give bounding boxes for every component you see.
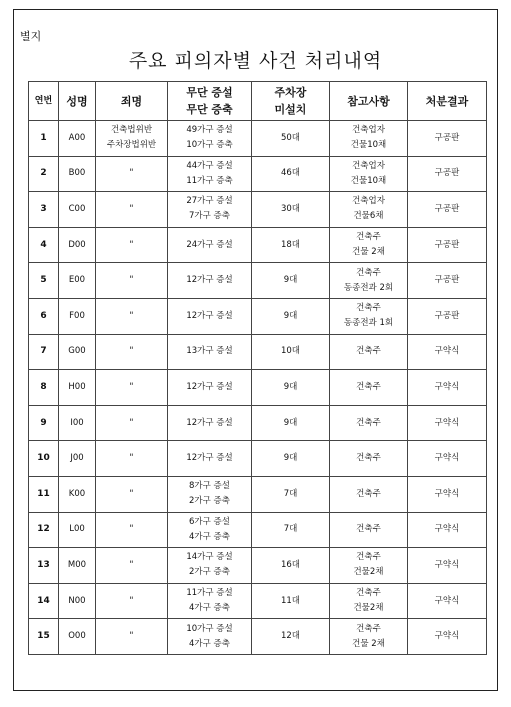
- cell-violation: [168, 227, 252, 263]
- cell-parking: 9대: [252, 405, 330, 441]
- cell-no: 11: [29, 476, 59, 512]
- cell-violation-line: 4가구 증축: [189, 531, 230, 542]
- cell-disposition: 구약식: [408, 583, 487, 619]
- table-row: [29, 121, 487, 157]
- cell-violation-line: 12가구 증설: [186, 310, 233, 321]
- cell-charge-line: ": [129, 631, 134, 642]
- cell-notes: [330, 583, 408, 619]
- cell-notes-line: 건축주: [356, 588, 381, 599]
- cell-disposition: 구약식: [408, 548, 487, 584]
- cell-no: 1: [29, 121, 59, 157]
- cell-charge-line: ": [129, 417, 134, 428]
- cell-notes: [330, 334, 408, 370]
- cell-notes: [330, 156, 408, 192]
- cell-disposition: 구약식: [408, 441, 487, 477]
- cell-parking: 10대: [252, 334, 330, 370]
- cell-violation-line: 12가구 증설: [186, 381, 233, 392]
- cell-violation-line: 13가구 증설: [186, 346, 233, 357]
- cell-charge-line: ": [129, 524, 134, 535]
- cell-charge-line: ": [129, 381, 134, 392]
- cell-violation-line: 4가구 증축: [189, 603, 230, 614]
- table-row: [29, 441, 487, 477]
- table-row: [29, 370, 487, 406]
- cell-no: 12: [29, 512, 59, 548]
- cell-charge: [96, 548, 168, 584]
- cell-disposition: 구공판: [408, 263, 487, 299]
- cell-charge-line: ": [129, 559, 134, 570]
- cell-violation-line: 4가구 증축: [189, 638, 230, 649]
- cell-violation: [168, 583, 252, 619]
- cell-violation-line: 44가구 증설: [186, 160, 233, 171]
- cell-notes: [330, 192, 408, 228]
- cell-violation: [168, 512, 252, 548]
- cell-charge: [96, 227, 168, 263]
- cell-notes: [330, 548, 408, 584]
- cell-violation: [168, 476, 252, 512]
- cell-notes: [330, 298, 408, 334]
- cell-disposition: 구약식: [408, 476, 487, 512]
- cell-notes: [330, 512, 408, 548]
- cell-no: 7: [29, 334, 59, 370]
- cell-violation: [168, 334, 252, 370]
- cell-violation: [168, 298, 252, 334]
- cell-notes-line: 동종전과 1회: [343, 318, 394, 329]
- cell-charge: [96, 298, 168, 334]
- cell-violation-line: 8가구 증설: [189, 481, 230, 492]
- cell-charge-line: ": [129, 275, 134, 286]
- cell-notes-line: 동종전과 2회: [343, 282, 394, 293]
- cell-violation: [168, 121, 252, 157]
- cell-notes-line: 건축주: [356, 488, 381, 499]
- cell-violation-line: 6가구 증설: [189, 516, 230, 527]
- cell-notes: [330, 263, 408, 299]
- table-row: [29, 548, 487, 584]
- annex-label: 별지: [20, 30, 42, 43]
- cell-notes-line: 건물6채: [353, 211, 384, 222]
- cell-violation-line: 2가구 증축: [189, 567, 230, 578]
- cell-no: 10: [29, 441, 59, 477]
- cell-name: M00: [59, 548, 96, 584]
- cell-name: A00: [59, 121, 96, 157]
- cell-notes-line: 건축주: [356, 552, 381, 563]
- cell-no: 2: [29, 156, 59, 192]
- cell-charge-line: ": [129, 453, 134, 464]
- cell-charge-line: ": [129, 168, 134, 179]
- cell-name: G00: [59, 334, 96, 370]
- cell-disposition: 구공판: [408, 156, 487, 192]
- cell-name: H00: [59, 370, 96, 406]
- cell-charge-line: ": [129, 239, 134, 250]
- cell-notes-line: 건축업자: [352, 196, 385, 207]
- cell-disposition: 구약식: [408, 405, 487, 441]
- cell-notes-line: 건축주: [356, 623, 381, 634]
- cell-violation-line: 49가구 증설: [186, 125, 233, 136]
- cell-charge-line: ": [129, 595, 134, 606]
- cell-disposition: 구공판: [408, 121, 487, 157]
- cell-violation-line: 11가구 증축: [186, 175, 233, 186]
- cell-notes-line: 건물2채: [353, 603, 384, 614]
- cell-charge: [96, 370, 168, 406]
- cell-disposition: 구약식: [408, 370, 487, 406]
- cell-notes-line: 건축업자: [352, 125, 385, 136]
- cell-charge-line: 건축법위반: [110, 125, 153, 136]
- cell-parking: 9대: [252, 370, 330, 406]
- cell-charge: [96, 192, 168, 228]
- table-row: [29, 619, 487, 655]
- table-row: [29, 227, 487, 263]
- cell-parking: 7대: [252, 476, 330, 512]
- header-violation-line: 무단 증축: [186, 103, 233, 116]
- cell-charge: [96, 263, 168, 299]
- cell-notes-line: 건물2채: [353, 567, 384, 578]
- cell-parking: 9대: [252, 441, 330, 477]
- cell-disposition: 구약식: [408, 619, 487, 655]
- cell-notes: [330, 619, 408, 655]
- cell-no: 13: [29, 548, 59, 584]
- table-row: [29, 298, 487, 334]
- table-row: [29, 156, 487, 192]
- table-row: [29, 405, 487, 441]
- header-name: 성명: [59, 82, 96, 121]
- cell-name: J00: [59, 441, 96, 477]
- cell-violation: [168, 156, 252, 192]
- cell-notes: [330, 441, 408, 477]
- cell-charge-line: ": [129, 488, 134, 499]
- cell-violation-line: 7가구 증축: [189, 211, 230, 222]
- cell-parking: 11대: [252, 583, 330, 619]
- cell-parking: 46대: [252, 156, 330, 192]
- cell-parking: 50대: [252, 121, 330, 157]
- cell-notes: [330, 121, 408, 157]
- header-violation-line: 무단 증설: [186, 86, 233, 99]
- cell-disposition: 구약식: [408, 334, 487, 370]
- cell-disposition: 구공판: [408, 227, 487, 263]
- cell-charge-line: ": [129, 203, 134, 214]
- cell-name: B00: [59, 156, 96, 192]
- cell-notes-line: 건축주: [356, 303, 381, 314]
- cell-charge: [96, 405, 168, 441]
- cell-violation-line: 14가구 증설: [186, 552, 233, 563]
- cell-violation-line: 12가구 증설: [186, 417, 233, 428]
- cell-parking: 7대: [252, 512, 330, 548]
- cell-parking: 30대: [252, 192, 330, 228]
- cell-notes-line: 건축주: [356, 524, 381, 535]
- cell-violation-line: 10가구 증축: [186, 140, 233, 151]
- cell-charge: [96, 619, 168, 655]
- cell-charge: [96, 476, 168, 512]
- cell-name: N00: [59, 583, 96, 619]
- table-row: [29, 192, 487, 228]
- cell-parking: 16대: [252, 548, 330, 584]
- header-parking-line: 주차장: [274, 86, 307, 99]
- cell-notes-line: 건축주: [356, 232, 381, 243]
- cell-notes-line: 건축업자: [352, 160, 385, 171]
- case-records-table: [28, 81, 487, 655]
- cell-name: E00: [59, 263, 96, 299]
- cell-charge-line: 주차장법위반: [106, 140, 157, 151]
- table-body: [29, 121, 487, 655]
- cell-charge: [96, 583, 168, 619]
- cell-violation-line: 2가구 증축: [189, 496, 230, 507]
- cell-violation-line: 10가구 증설: [186, 623, 233, 634]
- cell-violation-line: 27가구 증설: [186, 196, 233, 207]
- table-row: [29, 263, 487, 299]
- cell-charge: [96, 121, 168, 157]
- cell-parking: 9대: [252, 263, 330, 299]
- cell-notes: [330, 405, 408, 441]
- cell-disposition: 구약식: [408, 512, 487, 548]
- cell-name: K00: [59, 476, 96, 512]
- cell-name: O00: [59, 619, 96, 655]
- cell-violation: [168, 192, 252, 228]
- cell-notes: [330, 476, 408, 512]
- cell-parking: 9대: [252, 298, 330, 334]
- cell-notes-line: 건축주: [356, 453, 381, 464]
- table-row: [29, 476, 487, 512]
- table-row: [29, 512, 487, 548]
- cell-no: 9: [29, 405, 59, 441]
- cell-violation-line: 24가구 증설: [186, 239, 233, 250]
- cell-no: 5: [29, 263, 59, 299]
- cell-parking: 18대: [252, 227, 330, 263]
- cell-violation: [168, 619, 252, 655]
- cell-violation-line: 12가구 증설: [186, 275, 233, 286]
- cell-violation: [168, 370, 252, 406]
- cell-no: 14: [29, 583, 59, 619]
- header-no: 연번: [29, 82, 59, 121]
- cell-no: 4: [29, 227, 59, 263]
- cell-notes-line: 건물10채: [350, 175, 387, 186]
- cell-name: C00: [59, 192, 96, 228]
- cell-no: 6: [29, 298, 59, 334]
- cell-name: D00: [59, 227, 96, 263]
- cell-name: F00: [59, 298, 96, 334]
- cell-charge: [96, 512, 168, 548]
- cell-notes: [330, 227, 408, 263]
- header-charge: 죄명: [96, 82, 168, 121]
- cell-violation: [168, 441, 252, 477]
- cell-violation: [168, 405, 252, 441]
- table-row: [29, 583, 487, 619]
- cell-violation: [168, 548, 252, 584]
- cell-notes: [330, 370, 408, 406]
- table-header-row: [29, 82, 487, 121]
- cell-violation-line: 12가구 증설: [186, 453, 233, 464]
- cell-no: 8: [29, 370, 59, 406]
- header-notes: 참고사항: [330, 82, 408, 121]
- cell-notes-line: 건축주: [356, 267, 381, 278]
- cell-notes-line: 건물 2채: [352, 638, 385, 649]
- table-row: [29, 334, 487, 370]
- cell-disposition: 구공판: [408, 298, 487, 334]
- cell-violation-line: 11가구 증설: [186, 588, 233, 599]
- cell-no: 15: [29, 619, 59, 655]
- cell-charge: [96, 334, 168, 370]
- header-parking: [252, 82, 330, 121]
- cell-notes-line: 건물10채: [350, 140, 387, 151]
- cell-notes-line: 건축주: [356, 417, 381, 428]
- cell-name: L00: [59, 512, 96, 548]
- cell-notes-line: 건축주: [356, 381, 381, 392]
- cell-disposition: 구공판: [408, 192, 487, 228]
- cell-parking: 12대: [252, 619, 330, 655]
- cell-charge: [96, 156, 168, 192]
- document-title: 주요 피의자별 사건 처리내역: [128, 50, 383, 72]
- cell-charge: [96, 441, 168, 477]
- cell-notes-line: 건물 2채: [352, 247, 385, 258]
- cell-name: I00: [59, 405, 96, 441]
- header-disposition: 처분결과: [408, 82, 487, 121]
- cell-no: 3: [29, 192, 59, 228]
- header-violation: [168, 82, 252, 121]
- cell-charge-line: ": [129, 346, 134, 357]
- cell-charge-line: ": [129, 310, 134, 321]
- cell-violation: [168, 263, 252, 299]
- header-parking-line: 미설치: [274, 103, 307, 116]
- cell-notes-line: 건축주: [356, 346, 381, 357]
